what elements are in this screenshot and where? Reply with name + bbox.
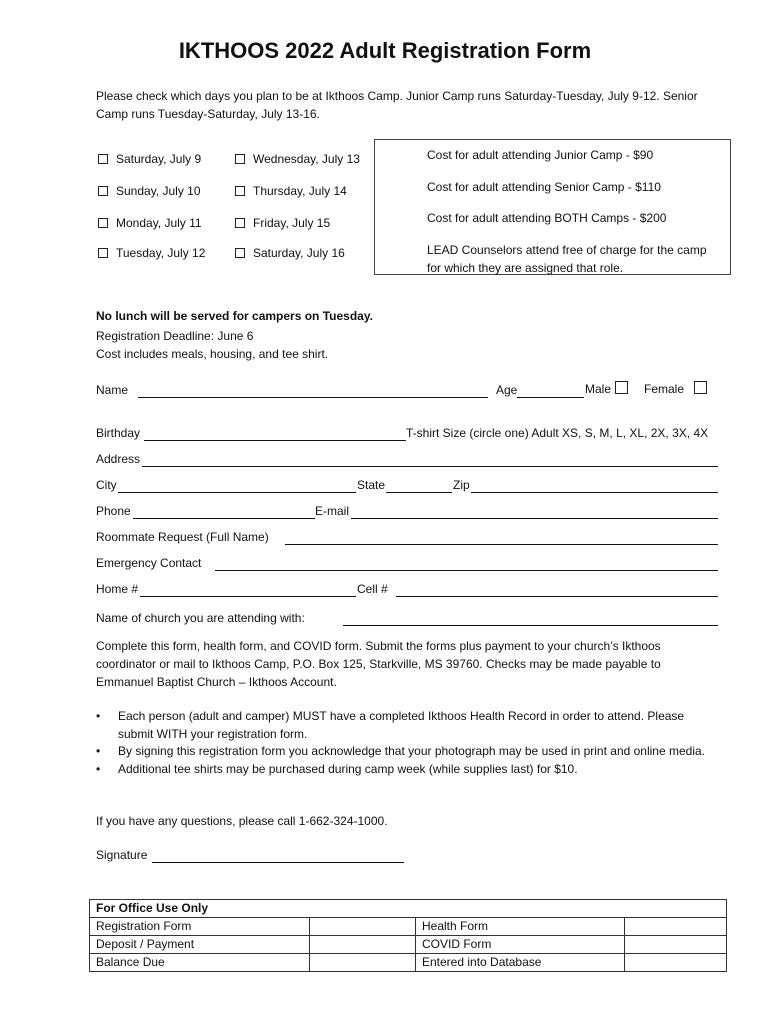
table-row xyxy=(90,900,727,918)
birthday-input[interactable] xyxy=(144,440,406,441)
address-input[interactable] xyxy=(142,466,718,467)
state-input[interactable] xyxy=(386,492,452,493)
home-phone-input[interactable] xyxy=(140,596,356,597)
questions-text: If you have any questions, please call 1-662-324-1000. xyxy=(96,814,388,828)
table-cell: Entered into Database xyxy=(416,954,625,972)
table-cell-blank[interactable] xyxy=(310,936,416,954)
cost-lead: LEAD Counselors attend free of charge for the camp xyxy=(427,243,707,257)
checkbox[interactable] xyxy=(98,186,108,196)
cell-phone-input[interactable] xyxy=(396,596,718,597)
day-option[interactable]: Thursday, July 14 xyxy=(235,184,347,198)
cost-both: Cost for adult attending BOTH Camps - $200 xyxy=(427,211,667,225)
day-option[interactable]: Saturday, July 9 xyxy=(98,152,201,166)
table-row xyxy=(90,954,727,972)
birthday-label: Birthday xyxy=(96,426,141,440)
home-phone-label: Home # xyxy=(96,582,139,596)
day-option[interactable]: Saturday, July 16 xyxy=(235,246,345,260)
table-cell: COVID Form xyxy=(416,936,625,954)
emergency-input[interactable] xyxy=(215,570,718,571)
checkbox[interactable] xyxy=(235,248,245,258)
table-cell-blank[interactable] xyxy=(310,918,416,936)
city-input[interactable] xyxy=(118,492,356,493)
intro-text: Please check which days you plan to be at Ikthoos Camp. Junior Camp runs Saturday-Tuesday, July 9-12. Senior Camp runs Tuesday-Saturday, July 13-16. xyxy=(96,89,698,121)
day-option[interactable]: Wednesday, July 13 xyxy=(235,152,360,166)
table-cell: Balance Due xyxy=(90,954,310,972)
roommate-label: Roommate Request (Full Name) xyxy=(96,530,269,544)
cost-junior: Cost for adult attending Junior Camp - $90 xyxy=(427,148,654,162)
table-cell-blank[interactable] xyxy=(625,954,727,972)
name-label: Name xyxy=(96,383,129,397)
signature-label: Signature xyxy=(96,848,148,862)
phone-input[interactable] xyxy=(133,518,315,519)
age-input[interactable] xyxy=(517,397,584,398)
requirements-list xyxy=(96,708,721,778)
table-cell: Registration Form xyxy=(90,918,310,936)
cost-box xyxy=(374,139,731,275)
table-cell-blank[interactable] xyxy=(310,954,416,972)
day-option[interactable]: Sunday, July 10 xyxy=(98,184,201,198)
roommate-input[interactable] xyxy=(285,544,718,545)
checkbox[interactable] xyxy=(98,218,108,228)
instructions-paragraph: Complete this form, health form, and COVID form. Submit the forms plus payment to your church’s Ikthoos coordinator or mail to Ikthoos Camp, P.O. Box 125, Starkville, MS 39760. Checks may be made payable to Emmanuel Baptist Church – Ikthoos Account. xyxy=(96,639,661,689)
day-option[interactable]: Monday, July 11 xyxy=(98,216,202,230)
checkbox[interactable] xyxy=(235,218,245,228)
office-header: For Office Use Only xyxy=(90,900,727,918)
lunch-note: No lunch will be served for campers on Tuesday. xyxy=(96,309,373,323)
checkbox[interactable] xyxy=(98,248,108,258)
zip-input[interactable] xyxy=(471,492,718,493)
page-title: IKTHOOS 2022 Adult Registration Form xyxy=(178,38,592,63)
female-checkbox[interactable] xyxy=(694,381,707,394)
female-option[interactable]: Female xyxy=(644,381,707,396)
checkbox[interactable] xyxy=(235,186,245,196)
email-input[interactable] xyxy=(351,518,718,519)
email-label: E-mail xyxy=(315,504,350,518)
church-label: Name of church you are attending with: xyxy=(96,611,305,625)
phone-label: Phone xyxy=(96,504,131,518)
table-row xyxy=(90,918,727,936)
checkbox[interactable] xyxy=(98,154,108,164)
list-item: • Additional tee shirts may be purchased during camp week (while supplies last) for $10. xyxy=(96,761,721,779)
cost-lead-2: for which they are assigned that role. xyxy=(427,261,624,275)
list-item: • Each person (adult and camper) MUST have a completed Ikthoos Health Record in order to attend. Please submit WITH your registration form. xyxy=(96,708,721,743)
table-cell-blank[interactable] xyxy=(625,936,727,954)
age-label: Age xyxy=(496,383,518,397)
checkbox[interactable] xyxy=(235,154,245,164)
cell-phone-label: Cell # xyxy=(357,582,388,596)
includes-note: Cost includes meals, housing, and tee shirt. xyxy=(96,347,329,361)
signature-input[interactable] xyxy=(152,862,404,863)
male-checkbox[interactable] xyxy=(615,381,628,394)
table-cell: Health Form xyxy=(416,918,625,936)
office-use-table xyxy=(89,899,727,972)
table-cell: Deposit / Payment xyxy=(90,936,310,954)
tshirt-size-label: T-shirt Size (circle one) Adult XS, S, M, L, XL, 2X, 3X, 4X xyxy=(406,426,709,440)
name-input[interactable] xyxy=(138,397,488,398)
day-option[interactable]: Friday, July 15 xyxy=(235,216,330,230)
church-input[interactable] xyxy=(343,625,718,626)
table-cell-blank[interactable] xyxy=(625,918,727,936)
day-option[interactable]: Tuesday, July 12 xyxy=(98,246,205,260)
male-option[interactable]: Male xyxy=(585,381,628,396)
emergency-label: Emergency Contact xyxy=(96,556,202,570)
address-label: Address xyxy=(96,452,141,466)
cost-senior: Cost for adult attending Senior Camp - $110 xyxy=(427,180,661,194)
city-label: City xyxy=(96,478,117,492)
list-item: • By signing this registration form you acknowledge that your photograph may be used in print and online media. xyxy=(96,743,721,761)
table-row xyxy=(90,936,727,954)
zip-label: Zip xyxy=(453,478,470,492)
deadline-note: Registration Deadline: June 6 xyxy=(96,329,254,343)
state-label: State xyxy=(357,478,386,492)
